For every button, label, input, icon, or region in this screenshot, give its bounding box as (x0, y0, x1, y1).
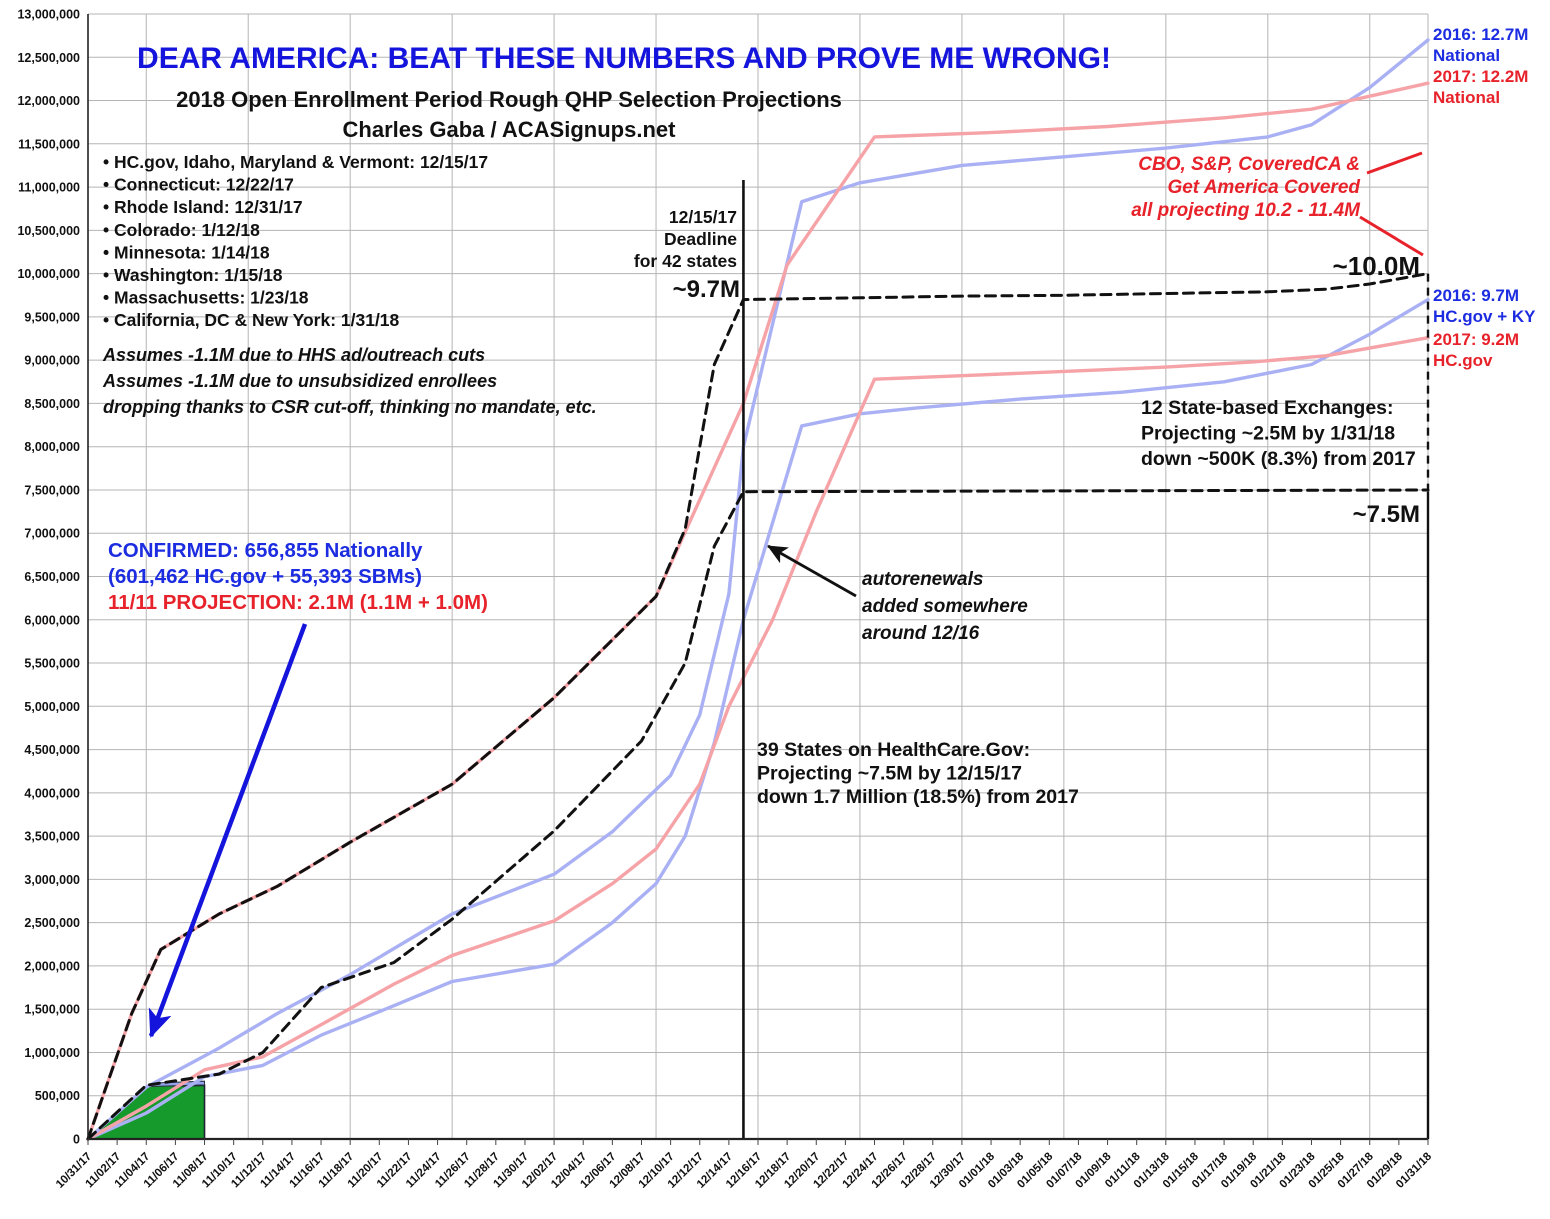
y-tick-label: 10,000,000 (17, 267, 80, 282)
cbo-note: CBO, S&P, CoveredCA & (1138, 154, 1360, 175)
x-tick-label: 12/08/17 (607, 1150, 648, 1191)
x-tick-label: 11/08/17 (170, 1150, 211, 1191)
x-tick-label: 11/30/17 (491, 1150, 532, 1191)
hcgov-note: Projecting ~7.5M by 12/15/17 (757, 762, 1023, 785)
x-tick-label: 11/26/17 (433, 1150, 473, 1191)
confirmed-note: CONFIRMED: 656,855 Nationally (108, 539, 423, 562)
x-tick-label: 01/29/18 (1364, 1150, 1405, 1191)
y-tick-label: 4,500,000 (24, 743, 80, 758)
cbo-upper-pointer (1367, 153, 1422, 173)
assumptions-note: Assumes -1.1M due to unsubsidized enrollees (103, 371, 498, 391)
deadline-note: for 42 states (633, 251, 737, 271)
autorenewals-note: added somewhere (862, 596, 1028, 617)
x-tick-label: 01/19/18 (1219, 1150, 1260, 1191)
sbe-note: Projecting ~2.5M by 1/31/18 (1141, 422, 1396, 445)
label-9-7m: ~9.7M (672, 276, 740, 303)
state-deadline-list: • HC.gov, Idaho, Maryland & Vermont: 12/15/17 (103, 152, 489, 172)
y-tick-label: 7,500,000 (24, 483, 80, 498)
y-tick-label: 4,000,000 (24, 786, 80, 801)
confirmed-note: 11/11 PROJECTION: 2.1M (1.1M + 1.0M) (108, 591, 488, 614)
y-tick-label: 12,000,000 (17, 94, 80, 109)
state-deadline-list: • California, DC & New York: 1/31/18 (103, 310, 400, 331)
end-label-2016-national: National (1433, 46, 1501, 65)
end-label-2016-hcgov: HC.gov + KY (1433, 307, 1536, 326)
x-tick-label: 01/23/18 (1277, 1150, 1318, 1191)
chart-subtitle: 2018 Open Enrollment Period Rough QHP Selection Projections (176, 87, 842, 112)
y-tick-label: 2,000,000 (24, 959, 80, 974)
y-tick-label: 5,000,000 (24, 699, 80, 714)
y-tick-label: 9,000,000 (24, 353, 80, 368)
x-tick-label: 12/30/17 (927, 1150, 969, 1191)
x-tick-label: 01/07/18 (1044, 1150, 1085, 1191)
x-tick-label: 11/16/17 (287, 1150, 328, 1191)
y-tick-label: 7,000,000 (24, 526, 80, 541)
assumptions-note: dropping thanks to CSR cut-off, thinking no mandate, etc. (103, 397, 597, 417)
hcgov-note: down 1.7 Million (18.5%) from 2017 (757, 786, 1079, 808)
x-tick-label: 01/25/18 (1306, 1150, 1347, 1191)
deadline-note: 12/15/17 (668, 207, 737, 227)
y-tick-label: 12,500,000 (17, 50, 80, 65)
y-tick-label: 5,500,000 (24, 656, 80, 671)
x-tick-label: 01/11/18 (1103, 1150, 1143, 1191)
x-tick-label: 01/17/18 (1190, 1150, 1231, 1191)
label-7-5m: ~7.5M (1352, 501, 1420, 528)
autorenewals-arrow (768, 546, 856, 596)
y-tick-label: 10,500,000 (17, 223, 80, 238)
x-tick-label: 01/05/18 (1015, 1150, 1056, 1191)
cbo-note: all projecting 10.2 - 11.4M (1131, 200, 1360, 221)
annotation-layer (102, 25, 1536, 808)
state-deadline-list: • Washington: 1/15/18 (103, 265, 283, 285)
x-tick-label: 01/03/18 (986, 1150, 1027, 1191)
autorenewals-note: autorenewals (862, 569, 984, 590)
x-tick-label: 12/04/17 (549, 1150, 590, 1191)
autorenewals-note: around 12/16 (862, 623, 980, 644)
x-tick-label: 01/13/18 (1131, 1150, 1172, 1191)
sbe-note: 12 State-based Exchanges: (1141, 397, 1394, 419)
x-tick-label: 12/18/17 (753, 1150, 794, 1191)
x-tick-label: 12/06/17 (578, 1150, 619, 1191)
y-tick-label: 0 (73, 1132, 80, 1147)
x-tick-label: 12/02/17 (520, 1150, 561, 1191)
x-tick-label: 01/01/18 (957, 1150, 998, 1191)
end-label-2016-hcgov: 2016: 9.7M (1433, 286, 1519, 305)
cbo-note: Get America Covered (1167, 177, 1360, 198)
x-tick-label: 11/12/17 (229, 1150, 269, 1191)
y-tick-label: 6,500,000 (24, 570, 80, 584)
sbe-note: down ~500K (8.3%) from 2017 (1141, 448, 1416, 470)
x-tick-label: 01/21/18 (1248, 1150, 1289, 1191)
confirmed-note: (601,462 HC.gov + 55,393 SBMs) (108, 565, 422, 588)
state-deadline-list: • Colorado: 1/12/18 (103, 219, 260, 240)
confirmed-arrow (151, 624, 305, 1036)
x-tick-label: 11/10/17 (200, 1150, 240, 1191)
x-tick-label: 01/15/18 (1160, 1150, 1202, 1191)
state-deadline-list: • Connecticut: 12/22/17 (103, 174, 294, 195)
x-tick-label: 01/27/18 (1335, 1150, 1376, 1191)
y-tick-label: 3,500,000 (24, 829, 80, 844)
y-tick-label: 3,000,000 (24, 872, 80, 887)
y-tick-label: 1,000,000 (24, 1045, 80, 1060)
y-tick-label: 6,000,000 (24, 613, 80, 628)
page-title: DEAR AMERICA: BEAT THESE NUMBERS AND PROVE ME WRONG! (137, 42, 1111, 75)
x-tick-label: 01/09/18 (1073, 1150, 1114, 1191)
x-tick-label: 11/04/17 (112, 1150, 153, 1191)
x-tick-label: 12/24/17 (840, 1150, 881, 1191)
x-tick-label: 12/12/17 (665, 1150, 706, 1191)
x-tick-label: 11/06/17 (141, 1150, 182, 1191)
x-tick-label: 11/18/17 (316, 1150, 357, 1191)
x-tick-label: 12/22/17 (811, 1150, 852, 1191)
x-tick-label: 11/28/17 (462, 1150, 502, 1191)
x-tick-label: 11/14/17 (258, 1150, 299, 1191)
y-tick-label: 8,500,000 (24, 396, 80, 411)
x-tick-label: 12/26/17 (869, 1150, 910, 1191)
end-label-2017-hcgov: HC.gov (1433, 351, 1493, 370)
end-label-2016-national: 2016: 12.7M (1433, 25, 1529, 44)
chart-subtitle: Charles Gaba / ACASignups.net (342, 117, 676, 142)
x-tick-label: 11/22/17 (374, 1150, 415, 1191)
end-label-2017-national: 2017: 12.2M (1433, 67, 1529, 86)
x-tick-label: 11/24/17 (403, 1150, 444, 1191)
y-tick-label: 9,500,000 (24, 310, 80, 325)
x-tick-label: 11/20/17 (345, 1150, 386, 1191)
label-10-0m: ~10.0M (1332, 251, 1420, 281)
assumptions-note: Assumes -1.1M due to HHS ad/outreach cuts (103, 345, 486, 365)
end-label-2017-national: National (1433, 88, 1501, 107)
x-tick-label: 12/10/17 (636, 1150, 677, 1191)
y-tick-label: 11,000,000 (18, 180, 80, 195)
y-tick-label: 1,500,000 (24, 1002, 80, 1017)
x-tick-label: 12/14/17 (694, 1150, 735, 1191)
deadline-note: Deadline (664, 229, 737, 249)
y-tick-label: 13,000,000 (17, 7, 80, 22)
x-tick-label: 01/31/18 (1393, 1150, 1435, 1191)
y-tick-label: 11,500,000 (18, 137, 80, 152)
state-deadline-list: • Rhode Island: 12/31/17 (103, 197, 303, 218)
y-tick-label: 500,000 (34, 1089, 80, 1104)
x-tick-label: 10/31/17 (53, 1150, 95, 1191)
state-deadline-list: • Massachusetts: 1/23/18 (103, 287, 309, 308)
x-tick-label: 12/16/17 (723, 1150, 765, 1191)
x-tick-label: 12/28/17 (898, 1150, 939, 1191)
state-deadline-list: • Minnesota: 1/14/18 (103, 242, 270, 263)
y-tick-label: 2,500,000 (24, 916, 80, 931)
x-tick-label: 11/02/17 (83, 1150, 124, 1191)
hcgov-note: 39 States on HealthCare.Gov: (757, 739, 1031, 761)
end-label-2017-hcgov: 2017: 9.2M (1433, 330, 1519, 349)
x-tick-label: 12/20/17 (782, 1150, 823, 1191)
y-tick-label: 8,000,000 (24, 440, 80, 455)
